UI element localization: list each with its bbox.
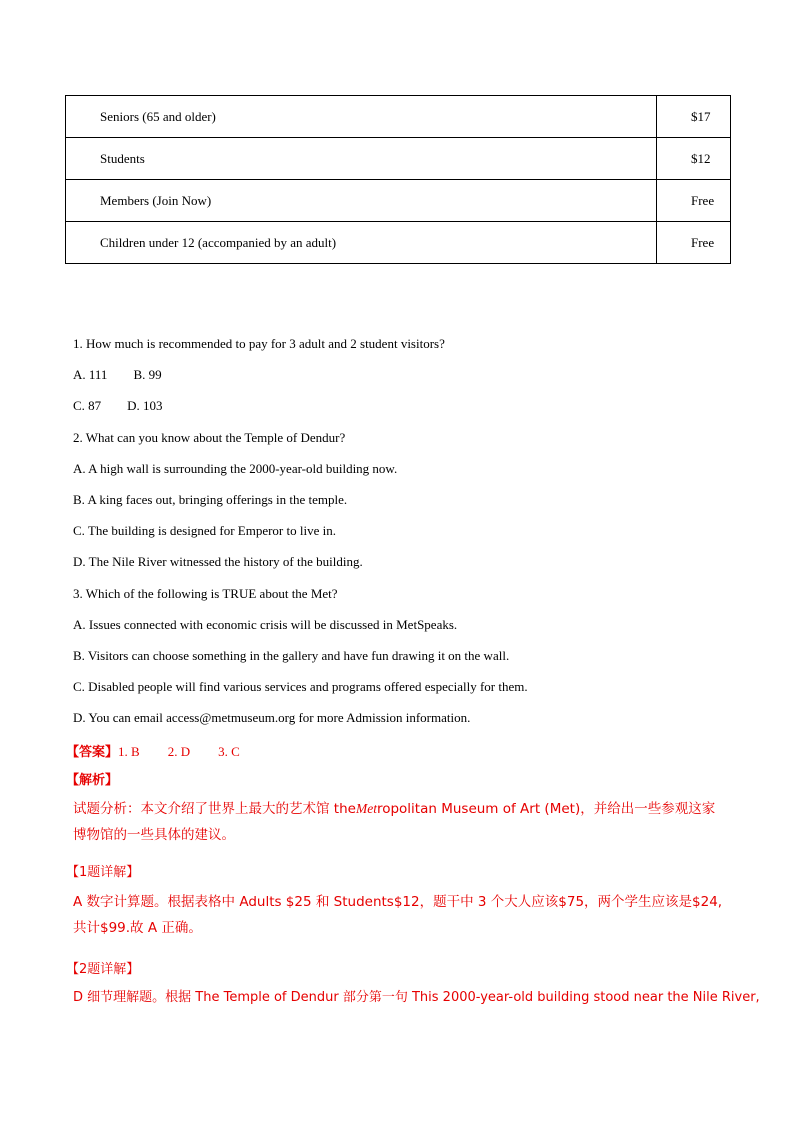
detail-1-label: 【1题详解】 [66, 865, 140, 880]
table-row [66, 96, 731, 138]
option: A. Issues connected with economic crisis will be discussed in MetSpeaks. [73, 617, 458, 632]
option: A. A high wall is surrounding the 2000-year-old building now. [73, 461, 398, 476]
detail-2-label: 【2题详解】 [66, 962, 140, 977]
option: A. 111 [73, 367, 108, 382]
table-cell-category: Students [66, 138, 657, 180]
question-1-stem: 1. How much is recommended to pay for 3 adult and 2 student visitors? [73, 336, 445, 351]
option: D. 103 [127, 398, 163, 413]
table-cell-category: Members (Join Now) [66, 180, 657, 222]
table-cell-price: Free [657, 222, 731, 264]
table-row [66, 180, 731, 222]
analysis-summary [73, 796, 725, 848]
option: D. You can email access@metmuseum.org for more Admission information. [73, 710, 471, 725]
question-3-stem: 3. Which of the following is TRUE about the Met? [73, 586, 338, 601]
analysis-summary-italic: Met [355, 801, 377, 816]
option: B. 99 [133, 367, 162, 382]
answer-label: 【答案】 [66, 745, 119, 760]
table-row [66, 138, 731, 180]
table-cell-category: Children under 12 (accompanied by an adult) [66, 222, 657, 264]
option: B. Visitors can choose something in the gallery and have fun drawing it on the wall. [73, 648, 510, 663]
question-1-options-row-2 [73, 398, 163, 414]
table-cell-price: Free [657, 180, 731, 222]
option: C. The building is designed for Emperor to live in. [73, 523, 336, 538]
analysis-label: 【解析】 [66, 773, 119, 788]
table-row [66, 222, 731, 264]
analysis-summary-prefix: 试题分析：本文介绍了世界上最大的艺术馆 the [73, 801, 356, 817]
answer-item: 1. B [118, 744, 140, 759]
question-1-options-row-1 [73, 367, 162, 383]
question-2-stem: 2. What can you know about the Temple of Dendur? [73, 430, 346, 445]
detail-2-text: D 细节理解题。根据 The Temple of Dendur 部分第一句 This 2000-year-old building stood near the Nile River, [73, 990, 760, 1005]
option: D. The Nile River witnessed the history of the building. [73, 554, 363, 569]
answer-item: 3. C [218, 744, 240, 759]
option: C. 87 [73, 398, 102, 413]
detail-1-text: A 数字计算题。根据表格中 Adults $25 和 Students$12，题干中 3 个大人应该$75，两个学生应该是$24,共计$99.故 A 正确。 [73, 894, 723, 936]
answer-line [66, 741, 240, 760]
table-cell-price: $17 [657, 96, 731, 138]
table-cell-category: Seniors (65 and older) [66, 96, 657, 138]
option: C. Disabled people will find various services and programs offered especially for them. [73, 679, 528, 694]
analysis-summary-rest: ropolitan Museum of Art (Met)，并给出一些参观这家博物馆的一些具体的建议。 [73, 801, 716, 843]
answer-item: 2. D [167, 744, 191, 759]
admission-price-table [65, 95, 731, 264]
option: B. A king faces out, bringing offerings in the temple. [73, 492, 348, 507]
table-cell-price: $12 [657, 138, 731, 180]
